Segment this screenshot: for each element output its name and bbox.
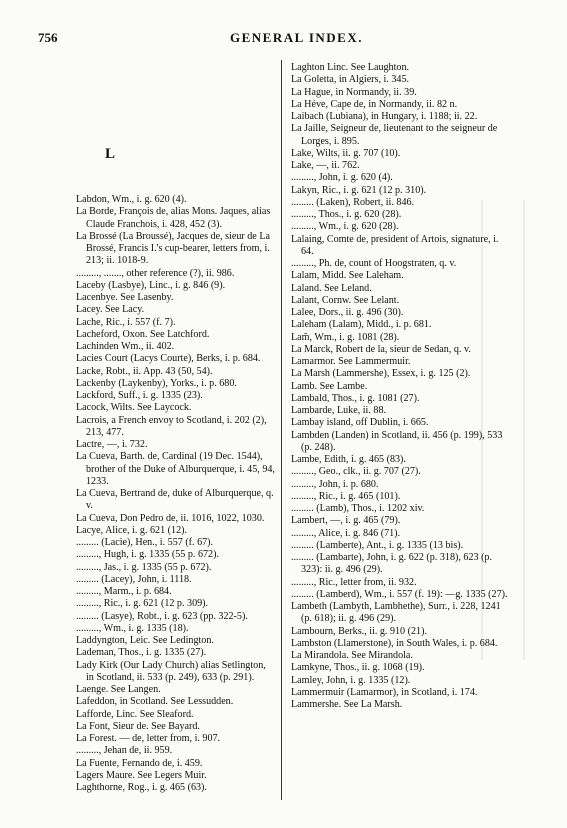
index-entry: Lambay island, off Dublin, i. 665. [291,417,429,429]
index-entry: Laghton Linc. See Laughton. [291,62,410,73]
index-entry: ........., Hugh, i. g. 1335 (55 p. 672). [76,549,219,561]
index-entry: Lacheford, Oxon. See Latchford. [76,328,210,340]
index-entry: Lagers Maure. See Legers Muir. [76,769,207,781]
index-entry: La Marsh (Lammershe), Essex, i. g. 125 (2). [291,368,471,380]
index-entry: ......... (Lamberd), Wm., i. 557 (f. 19): —g. 1335 (27). [291,588,508,600]
index-entry: La Marck, Robert de la, sieur de Sedan, q. v. [291,343,471,355]
index-entry: La Goletta, in Algiers, i. 345. [291,74,410,86]
index-entry: Lambston (Llamerstone), in South Wales, i. p. 684. [291,637,498,649]
index-entry: La Jaille, Seigneur de, lieutenant to the seigneur de Lorges, i. 895. [291,123,498,147]
index-entry: Lambden (Landen) in Scotland, ii. 456 (p. 199), 533 (p. 248). [291,429,503,453]
index-entry: ......... (Lacey), John, i. 1118. [76,573,192,585]
index-entry: La Brossé (La Broussé), Jacques de, sieur de La Brossé, Francis I.'s cup-bearer, letters from, i. 213; ii. 1018-9. [76,230,270,267]
index-entry: ........., Marm., i. p. 684. [76,586,172,597]
index-entry: ........., John, i. p. 680. [291,478,379,490]
index-entry: Laleham (Lalam), Midd., i. p. 681. [291,319,432,331]
section-letter: L [104,146,115,162]
index-entry: La Forest. — de, letter from, i. 907. [76,733,221,744]
right-column [291,62,511,711]
index-entry: La Fuente, Fernando de, i. 459. [76,757,203,769]
index-entry: Lamkyne, Thos., ii. g. 1068 (19). [291,662,425,674]
index-entry: La Cueva, Don Pedro de, ii. 1016, 1022, 1030. [76,512,265,524]
index-entry: ........., Jas., i. g. 1335 (55 p. 672). [76,561,212,573]
index-entry: Lady Kirk (Our Lady Church) alias Setlington, in Scotland, ii. 533 (p. 249), 633 (p. 291). [76,659,266,683]
page-number: 756 [38,30,58,45]
index-entry: Lambald, Thos., i. g. 1081 (27). [291,392,420,404]
index-entry: ........., Ric., i. g. 465 (101). [291,490,401,502]
index-entry: Lamb. See Lambe. [291,380,368,392]
index-entry: Laenge. See Langen. [76,684,161,695]
index-entry: La Hague, in Normandy, ii. 39. [291,86,417,98]
index-entry: Lalam, Midd. See Laleham. [291,270,404,282]
index-entry: ......... (Lasye), Robt., i. g. 623 (pp. 322-5). [76,610,248,622]
index-entry: Lafforde, Linc. See Sleaford. [76,708,194,720]
index-entry: Lammershe. See La Marsh. [291,699,403,710]
index-entry: Lactre, —, i. 732. [76,439,148,450]
index-entry: Lambert, —, i. g. 465 (79). [291,515,401,527]
index-entry: Lackford, Suff., i. g. 1335 (23). [76,390,203,401]
index-entry: Lache, Ric., i. 557 (f. 7). [76,316,176,328]
index-entry: ........., Thos., i. g. 620 (28). [291,209,402,220]
index-entry: ........., Wm., i. g. 1335 (18). [76,622,189,634]
index-entry: La Cueva, Bertrand de, duke of Alburquerque, q. v. [76,488,274,512]
index-entry: Lacenbye. See Lasenby. [76,292,174,303]
index-entry: ........., Jehan de, ii. 959. [76,745,173,757]
index-entry: La Borde, François de, alias Mons. Jaques, alias Claude Franchois, i. 428, 452 (3). [76,206,271,230]
index-entry: Lafeddon, in Scotland. See Lessudden. [76,696,234,708]
index-entry: ........., Ric., letter from, ii. 932. [291,576,417,588]
index-entry: Lacey. See Lacy. [76,304,145,316]
index-entry: ......... (Lacie), Hen., i. 557 (f. 67). [76,537,214,548]
index-entry: Lambe, Edith, i. g. 465 (83). [291,454,406,465]
index-entry: Lacrois, a French envoy to Scotland, i. 202 (2), 213, 477. [76,414,267,438]
index-entry: Lacock, Wilts. See Laycock. [76,402,192,414]
index-entry: Lalant, Cornw. See Lelant. [291,294,400,306]
index-entry: Lambarde, Luke, ii. 88. [291,405,387,416]
index-entry: Labdon, Wm., i. g. 620 (4). [76,194,187,205]
index-entry: Lamley, John, i. g. 1335 (12). [291,674,411,686]
index-entry: Laibach (Lubiana), in Hungary, i. 1188; ii. 22. [291,111,478,122]
index-entry: ......... (Laken), Robert, ii. 846. [291,196,415,208]
index-entry: Lambeth (Lambyth, Lambhethe), Surr., i. 228, 1241 (p. 618); ii. g. 496 (29). [291,601,501,625]
index-entry: Laddyngton, Leic. See Ledington. [76,635,214,646]
index-entry: ......... (Lamberte), Ant., i. g. 1335 (13 bis). [291,539,464,551]
index-entry: Lamarmor. See Lammermuir. [291,356,411,367]
index-entry: Lalaing, Comte de, president of Artois, signature, i. 64. [291,233,499,257]
index-entry: Lammermuir (Lamarmor), in Scotland, i. 174. [291,686,478,698]
column-divider [281,60,282,800]
index-entry: ........., Wm., i. g. 620 (28). [291,221,399,233]
left-column [76,62,276,794]
index-entry: Lam̃, Wm., i. g. 1081 (28). [291,331,400,343]
index-entry: Lakyn, Ric., i. g. 621 (12 p. 310). [291,184,427,196]
index-entry: Lacke, Robt., ii. App. 43 (50, 54). [76,365,213,377]
index-entry: ........., Ph. de, count of Hoogstraten, q. v. [291,258,457,269]
index-entry: Laland. See Leland. [291,282,372,294]
index-entry: ........., John, i. g. 620 (4). [291,172,393,184]
index-entry: La Héve, Cape de, in Normandy, ii. 82 n. [291,98,458,110]
index-entry: La Mirandola. See Mirandola. [291,650,413,661]
index-entry: Lademan, Thos., i. g. 1335 (27). [76,647,207,659]
index-entry: ......... (Lamb), Thos., i. 1202 xiv. [291,503,425,514]
index-entry: Lacies Court (Lacys Courte), Berks, i. p. 684. [76,353,261,365]
index-entry: Lackenby (Laykenby), Yorks., i. p. 680. [76,377,237,389]
index-entry: Lake, —, ii. 762. [291,160,360,171]
index-entry: Lacye, Alice, i. g. 621 (12). [76,524,187,536]
page-title: GENERAL INDEX. [230,30,363,45]
index-entry: ......... (Lambarte), John, i. g. 622 (p. 318), 623 (p. 323): ii. g. 496 (29). [291,552,492,576]
index-entry: Laceby (Lasbye), Linc., i. g. 846 (9). [76,279,226,291]
index-entry: ........., ......., other reference (?), ii. 986. [76,267,235,279]
index-entry: Lambourn, Berks., ii. g. 910 (21). [291,625,427,637]
index-entry: Laghthorne, Rog., i. g. 465 (63). [76,782,207,793]
index-entry: ........., Alice, i. g. 846 (71). [291,527,401,539]
index-entry: Lalee, Dors., ii. g. 496 (30). [291,307,404,318]
index-entry: ........., Ric., i. g. 621 (12 p. 309). [76,598,209,610]
index-entry: La Cueva, Barth. de, Cardinal (19 Dec. 1544), brother of the Duke of Alburquerque, i. 45, 94, 1233. [76,451,275,487]
index-entry: ........., Geo., clk., ii. g. 707 (27). [291,466,421,478]
index-entry: Lake, Wilts, ii. g. 707 (10). [291,147,401,159]
index-entry: Lachinden Wm., ii. 402. [76,341,175,352]
index-entry: La Font, Sieur de. See Bayard. [76,720,200,732]
